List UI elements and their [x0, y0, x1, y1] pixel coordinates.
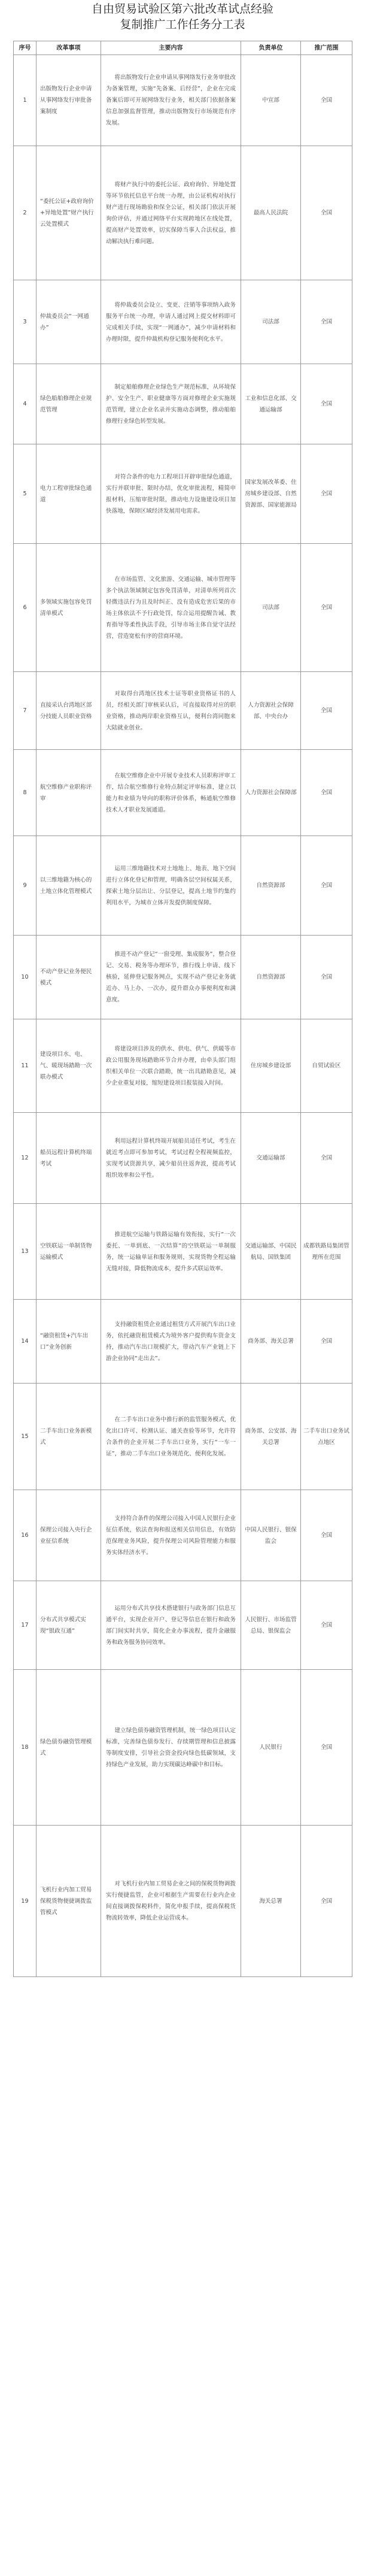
row-number: 14 [14, 1300, 36, 1384]
row-number: 2 [14, 146, 36, 280]
table-header-row [14, 41, 352, 55]
table-row [14, 1019, 352, 1113]
promotion-scope: 全国 [301, 544, 352, 672]
promotion-scope: 全国 [301, 750, 352, 836]
reform-item: 以三维地籍为核心的土地立体化管理模式 [36, 836, 101, 936]
reform-content: 将出版物发行企业申请从事网络发行业务审批改为备案管理，实施“先备案、后经营”，企业在完成备案后即可开展网络发行业务，相关部门依据备案信息加强监督管理，推动出版物发行市场规范有序发展。 [101, 55, 241, 146]
promotion-scope: 全国 [301, 146, 352, 280]
responsible-unit: 司法部 [241, 544, 301, 672]
row-number: 1 [14, 55, 36, 146]
responsible-unit: 司法部 [241, 280, 301, 364]
reform-content: 将仲裁委员会设立、变更、注销等事项纳入政务服务平台统一办理，申请人通过网上提交材料即可完成相关手续，实现“一网通办”，减少申请材料和办理时限，提升仲裁机构登记服务便利化水平。 [101, 280, 241, 364]
reform-item: 仲裁委员会“一网通办” [36, 280, 101, 364]
header-scope: 推广范围 [301, 41, 352, 55]
promotion-scope: 全国 [301, 55, 352, 146]
reform-content: 将建设项目涉及的供水、供电、供气、供暖等市政公用服务现场踏勘环节合并办理，由牵头部门组织相关单位一次联合踏勘，统一出具踏勘意见，减少企业重复对接，缩短建设项目报装接入时间。 [101, 1019, 241, 1113]
reform-item: “融资租赁+汽车出口”业务创新 [36, 1300, 101, 1384]
reform-item: 绿色债券融资管理模式 [36, 1670, 101, 1826]
responsible-unit: 自然资源部 [241, 836, 301, 936]
promotion-scope: 成都铁路局集团管理所在范围 [301, 1204, 352, 1300]
reform-content: 在二手车出口业务中推行新的监管服务模式，优化出口许可、检测认证、通关查验等环节，允许符合条件的企业开展二手车出口业务，实行“一车一证”，推动二手车出口业务规范化、便利化发展。 [101, 1384, 241, 1490]
responsible-unit: 工业和信息化部、交通运输部 [241, 364, 301, 444]
row-number: 13 [14, 1204, 36, 1300]
table-row [14, 1113, 352, 1204]
promotion-scope: 全国 [301, 1670, 352, 1826]
promotion-scope: 全国 [301, 1581, 352, 1670]
responsible-unit: 商务部、海关总署 [241, 1300, 301, 1384]
reform-item: 多领域实施包容免罚清单模式 [36, 544, 101, 672]
row-number: 18 [14, 1670, 36, 1826]
promotion-scope: 全国 [301, 280, 352, 364]
responsible-unit: 人力资源社会保障部 [241, 750, 301, 836]
reform-content: 将财产执行中的委托公证、政府询价、异地处置等环节依托信息平台统一办理，由公证机构对执行财产进行现场勘验和保全公证，相关部门依法开展询价评估，并通过网络平台实现跨地区在线处置，提高财产处置效率，切实保障当事人合法权益，推动解决执行难问题。 [101, 146, 241, 280]
responsible-unit: 自然资源部 [241, 936, 301, 1019]
table-row [14, 1300, 352, 1384]
header-desc: 主要内容 [101, 41, 241, 55]
reform-item: 出版物发行企业申请从事网络发行审批备案制度 [36, 55, 101, 146]
reform-content: 在航空维修企业中开展专业技术人员职称评审工作，结合航空维修行业特点制定评审标准，建立以能力和业绩为导向的职称评价体系，畅通航空维修技术人才职业发展通道。 [101, 750, 241, 836]
table-row [14, 280, 352, 364]
responsible-unit: 人民银行 [241, 1670, 301, 1826]
promotion-scope: 全国 [301, 1490, 352, 1581]
reform-item: 航空维修产业职称评审 [36, 750, 101, 836]
row-number: 9 [14, 836, 36, 936]
task-table [13, 41, 352, 1977]
reform-item: 飞机行业内加工贸易保税货物便捷调拨监管模式 [36, 1826, 101, 1977]
responsible-unit: 最高人民法院 [241, 146, 301, 280]
table-row [14, 1384, 352, 1490]
responsible-unit: 人民银行、市场监管总局、银保监会 [241, 1581, 301, 1670]
promotion-scope: 全国 [301, 672, 352, 750]
reform-content: 对飞机行业内加工贸易企业之间的保税货物调拨实行便捷监管，企业可根据生产需要在行业内企业间直接调拨保税料件，简化申报手续，提高保税货物流转效率，降低企业运营成本。 [101, 1826, 241, 1977]
row-number: 19 [14, 1826, 36, 1977]
table-row [14, 750, 352, 836]
row-number: 12 [14, 1113, 36, 1204]
promotion-scope: 自贸试验区 [301, 1019, 352, 1113]
reform-item: 绿色船舶修理企业规范管理 [36, 364, 101, 444]
row-number: 8 [14, 750, 36, 836]
responsible-unit: 人力资源社会保障部、中央台办 [241, 672, 301, 750]
table-row [14, 1826, 352, 1977]
table-body [14, 55, 352, 1977]
row-number: 3 [14, 280, 36, 364]
reform-item: 电力工程审批绿色通道 [36, 444, 101, 544]
reform-item: 二手车出口业务新模式 [36, 1384, 101, 1490]
reform-item: 建设项目水、电、气、暖现场踏勘一次联办模式 [36, 1019, 101, 1113]
table-row [14, 1670, 352, 1826]
row-number: 11 [14, 1019, 36, 1113]
reform-content: 利用远程计算机终端开展船员适任考试，考生在就近考点即可参加考试，考试过程全程视频监控，实现考试资源共享，减少船员往返奔波，提高考试组织效率和公平性。 [101, 1113, 241, 1204]
reform-content: 建立绿色债券融资管理机制，统一绿色项目认定标准，完善绿色债券发行、存续期管理和信息披露等制度安排，引导社会资金投向绿色低碳领域，支持绿色产业发展，助力实现碳达峰碳中和目标。 [101, 1670, 241, 1826]
reform-content: 运用分布式共享技术搭建银行与政务部门信息互通平台，实现企业开户、登记等信息在银行和政务部门间实时共享，简化企业办事流程，提升金融服务和政务服务协同效率。 [101, 1581, 241, 1670]
row-number: 15 [14, 1384, 36, 1490]
row-number: 4 [14, 364, 36, 444]
table-row [14, 1490, 352, 1581]
table-row [14, 55, 352, 146]
row-number: 5 [14, 444, 36, 544]
reform-item: 船员远程计算机终端考试 [36, 1113, 101, 1204]
responsible-unit: 交通运输部 [241, 1113, 301, 1204]
table-row [14, 146, 352, 280]
reform-item: 保理公司接入央行企业征信系统 [36, 1490, 101, 1581]
responsible-unit: 中国人民银行、银保监会 [241, 1490, 301, 1581]
reform-content: 对符合条件的电力工程项目开辟审批绿色通道，实行并联审批、限时办结，优化审批流程，精简申报材料，压缩审批时限，推动电力设施建设项目加快落地，保障区域经济发展用电需求。 [101, 444, 241, 544]
promotion-scope: 全国 [301, 444, 352, 544]
table-row [14, 672, 352, 750]
reform-item: “委托公证+政府询价+异地处置”财产执行云处置模式 [36, 146, 101, 280]
table-row [14, 1581, 352, 1670]
row-number: 6 [14, 544, 36, 672]
reform-content: 支持融资租赁企业通过租赁方式开展汽车出口业务，依托融资租赁模式为境外客户提供购车资金支持，推动汽车出口规模扩大，带动汽车产业链上下游企业协同“走出去”。 [101, 1300, 241, 1384]
responsible-unit: 交通运输部、中国民航局、国铁集团 [241, 1204, 301, 1300]
promotion-scope: 全国 [301, 936, 352, 1019]
table-row [14, 936, 352, 1019]
reform-content: 运用三维地籍技术对土地地上、地表、地下空间进行立体化登记和管理，明确各层空间权属关系，探索土地分层出让、分层登记，提高土地节约集约利用水平，为城市立体开发提供制度保障。 [101, 836, 241, 936]
reform-content: 对取得台湾地区技术士证等职业资格证书的人员，经相关部门审核采认后，可直接取得对应的职业资格，推动两岸职业资格互认，便利台湾同胞来大陆就业创业。 [101, 672, 241, 750]
responsible-unit: 国家发展改革委、住房城乡建设部、自然资源部、国家能源局 [241, 444, 301, 544]
reform-content: 推进不动产登记“一窗受理、集成服务”，整合登记、交易、税务等办理环节，推行线上申请、线下核验，延伸登记服务网点，实现不动产登记业务就近办、马上办、一次办，提升群众办事便利度和满意度。 [101, 936, 241, 1019]
row-number: 17 [14, 1581, 36, 1670]
table-row [14, 444, 352, 544]
responsible-unit: 住房城乡建设部 [241, 1019, 301, 1113]
header-unit: 负责单位 [241, 41, 301, 55]
row-number: 7 [14, 672, 36, 750]
promotion-scope: 全国 [301, 364, 352, 444]
responsible-unit: 海关总署 [241, 1826, 301, 1977]
reform-content: 制定船舶修理企业绿色生产规范标准，从环境保护、安全生产、职业健康等方面对修理企业实施规范管理，建立企业名录并实施动态调整，推动船舶修理行业绿色转型发展。 [101, 364, 241, 444]
promotion-scope: 全国 [301, 1826, 352, 1977]
promotion-scope: 二手车出口业务试点地区 [301, 1384, 352, 1490]
responsible-unit: 中宣部 [241, 55, 301, 146]
reform-item: 分布式共享模式实现“银政互通” [36, 1581, 101, 1670]
title-line-2: 复制推广工作任务分工表 [120, 18, 245, 31]
row-number: 10 [14, 936, 36, 1019]
promotion-scope: 全国 [301, 1113, 352, 1204]
table-row [14, 836, 352, 936]
table-row [14, 364, 352, 444]
reform-item: 空铁联运一单制货物运输模式 [36, 1204, 101, 1300]
reform-content: 支持符合条件的保理公司接入中国人民银行企业征信系统，依法查询和报送相关信用信息，有效防范保理业务风险，提升保理公司风险管理能力和服务实体经济水平。 [101, 1490, 241, 1581]
table-row [14, 1204, 352, 1300]
title-line-1: 自由贸易试验区第六批改革试点经验 [91, 2, 273, 16]
responsible-unit: 商务部、公安部、海关总署 [241, 1384, 301, 1490]
header-name: 改革事项 [36, 41, 101, 55]
header-no: 序号 [14, 41, 36, 55]
row-number: 16 [14, 1490, 36, 1581]
table-row [14, 544, 352, 672]
reform-item: 不动产登记业务便民模式 [36, 936, 101, 1019]
promotion-scope: 全国 [301, 836, 352, 936]
reform-item: 直接采认台湾地区部分技能人员职业资格 [36, 672, 101, 750]
promotion-scope: 全国 [301, 1300, 352, 1384]
reform-content: 在市场监管、文化旅游、交通运输、城市管理等多个执法领域制定包容免罚清单，对清单所列首次轻微违法行为且及时纠正、没有造成危害后果的市场主体依法不予行政处罚，综合运用提醒告诫、教育指导等柔性执法手段，引导市场主体自觉守法经营，营造宽松有序的营商环境。 [101, 544, 241, 672]
document-title [13, 0, 352, 41]
reform-content: 推进航空运输与铁路运输有效衔接，实行“一次委托、一单到底、一次结算”的空铁联运一单制服务，统一运输单证和服务规则，实现货物全程运输无缝对接，降低物流成本，提升多式联运效率。 [101, 1204, 241, 1300]
